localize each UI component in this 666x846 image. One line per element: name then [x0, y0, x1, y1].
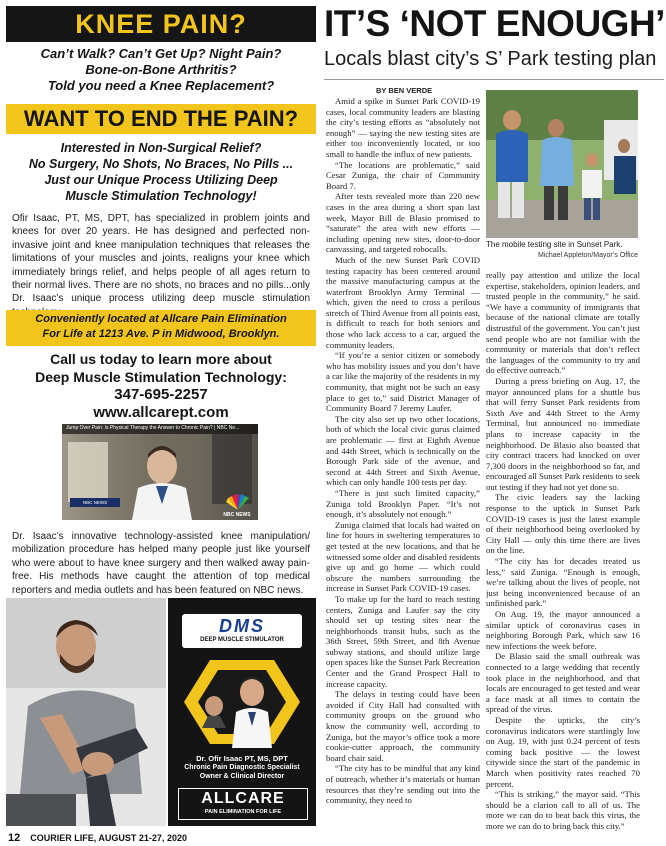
doctor-title: Chronic Pain Diagnostic Specialist	[184, 764, 300, 771]
article-column-1	[326, 96, 480, 830]
article-paragraph: The civic leaders say the lacking response to the uptick in Sunset Park COVID-19 cases is just the latest example of their neighborhood being overlooked by City Hall — only this time there are lives on the line.	[486, 492, 640, 556]
ad-knee-pain-photo	[6, 598, 166, 826]
article-paragraph: “The locations are problematic,” said Cesar Zuniga, the chair of Community Board 7.	[326, 159, 480, 191]
ad-interest-line: No Surgery, No Shots, No Braces, No Pills ...	[28, 157, 294, 171]
article-headline: IT’S ‘NOT ENOUGH’	[324, 3, 665, 44]
ad-header-knee-pain: KNEE PAIN?	[6, 6, 316, 42]
dms-logo-text: DMS	[219, 616, 265, 636]
ad-questions	[6, 46, 316, 94]
ad-phone-number[interactable]: 347-695-2257	[114, 386, 208, 403]
page-number: 12	[8, 832, 21, 844]
ad-allcare-promo-panel	[168, 598, 316, 826]
page-footer	[8, 832, 187, 844]
ad-location-banner	[6, 310, 316, 346]
article-paragraph: “This is striking,” the mayor said. “This should be a clarion call to all of us. The more we can do to beat back this virus, the more we can do to bring back this city.”	[486, 789, 640, 831]
article-byline: BY BEN VERDE	[376, 86, 433, 95]
article-paragraph: On Aug. 19, the mayor announced a similar uptick of coronavirus cases in neighboring Borough Park, which saw 16 new infections the week before.	[486, 609, 640, 651]
article-paragraph: The city also set up two other locations, both of which the local civic gurus claimed are problematic — first at Eighth Avenue and 44th Street, which is technically on the Borough Park side of the avenue, and second at 44th Street and Sixth Avenue, which can only handle 100 tests per day.	[326, 413, 480, 488]
knee-pain-advertisement	[6, 6, 316, 826]
article-paragraph: “The city has to be mindful that any kind of outreach, whether it’s materials or human resources that they’re sending out into the community, they need to	[326, 763, 480, 806]
ad-call-to-action	[6, 350, 316, 422]
ad-call-line: Deep Muscle Stimulation Technology:	[35, 369, 287, 385]
ad-doctor-bio: Ofir Isaac, PT, MS, DPT, has specialized in problem joints and knees for over 20 years. He has designed and perfected non-invasive joint and knee manipulation techniques that releases the limitations of your muscles and joints, realigns your knee which immediately brings relief, and helps people of all ages return to their normal lives. There are no shots, no braces and no pills...only Dr. Isaac’s unique process utilizing deep muscle stimulation	[12, 213, 310, 305]
ad-question-line: Told you need a Knee Replacement?	[47, 78, 275, 93]
ad-header-end-pain: WANT TO END THE PAIN?	[6, 104, 316, 134]
article-paragraph: Amid a spike in Sunset Park COVID-19 cases, local community leaders are blasting the city’s testing efforts as “absolutely not enough” — saying the new testing sites are either too inconveniently located, or too small to handle the influx of new patients.	[326, 96, 480, 159]
headline-divider	[324, 79, 664, 80]
article-paragraph: really pay attention and utilize the local expertise, stakeholders, opinion leaders, and trusted people in the community,” he said. “We have a community of immigrants that because of the national climate are totally distrustful of the government. You can’t just send people who are not familiar with the community or materials that don’t reflect the languages of the community to try and do effective outreach.”	[486, 270, 640, 376]
ad-call-line: Call us today to learn more about	[50, 351, 272, 367]
doctor-title: Owner & Clinical Director	[199, 773, 285, 780]
article-paragraph: After tests revealed more than 220 new cases in the area during a short span last week, Mayor Bill de Blasio promised to “saturate” the area with new efforts — including opening new sites, door-to-door canvassing, and targeted robocalls.	[326, 191, 480, 255]
article-paragraph: “The city has for decades treated us less,” said Zuniga. “Enough is enough, we’re talking about the lives of people, not just being inconvenienced because of an unfinished park.”	[486, 556, 640, 609]
video-nbc-badge: NBC NEWS	[223, 512, 251, 518]
photo-caption: The mobile testing site in Sunset Park.	[486, 240, 623, 249]
article-paragraph: Despite the upticks, the city’s coronavirus indicators were startlingly low on Aug. 19, with just 0.24 percent of tests coming back positive — the lowest citywide since the start of the pandemic in March when positivity rates reached 70 percent.	[486, 714, 640, 789]
allcare-brand: ALLCARE	[201, 790, 285, 807]
doctor-credentials	[172, 754, 312, 781]
ad-video-thumbnail[interactable]	[62, 424, 258, 520]
article-paragraph: Zuniga claimed that locals had waited on line for hours in sweltering temperatures to get tested at the new locations, and that he witnessed some older and disabled residents give up and go home — which could obscure the numbers surrounding the increase in Sunset Park COVID-19 cases.	[326, 519, 480, 594]
article-paragraph: The delays in testing could have been avoided if City Hall had consulted with community groups on the ground who know the community well, according to Zuniga, but the mayor’s office took a more cookie-cutter approach, the community board chair said.	[326, 689, 480, 763]
allcare-logo	[178, 788, 308, 820]
ad-interest-line: Interested in Non-Surgical Relief?	[60, 141, 262, 155]
ad-location-line: For Life at 1213 Ave. P in Midwood, Brooklyn.	[42, 328, 280, 340]
ad-procedure-description: Dr. Isaac’s innovative technology-assisted knee manipulation/ mobilization procedure has helped many people just like yourself who were about to have knee surgery and then walked away pain-free. His methods have caught the attention of top medical reporters and media outlets and has been featured on NBC news.	[12, 531, 310, 596]
article-paragraph: “There is just such limited capacity,” Zuniga told Brooklyn Paper. “It’s not enough, it’s absolutely not enough.”	[326, 487, 480, 520]
article-paragraph: To make up for the hard to reach testing centers, Zuniga and Laufer say the city should set up testing sites near the neighborhoods transit hubs, such as the 36th Street, 59th Street, and 8th Avenue subway stations, and should utilize large open spaces like the Sunset Park Recreation Center and the Grand Prospect Hall to increase capacity.	[326, 593, 480, 689]
doctor-name: Dr. Ofir Isaac PT, MS, DPT	[196, 754, 288, 763]
allcare-tagline: PAIN ELIMINATION FOR LIFE	[204, 809, 282, 815]
article-photo-testing-site	[486, 90, 638, 238]
article-paragraph: De Blasio said the small outbreak was connected to a large wedding that recently took place in the neighborhood, and that locals are encouraged to get tested and wear a face mask at all times to contain the spread of the virus.	[486, 651, 640, 715]
video-lower-third: NBC NEWS	[70, 498, 120, 507]
article-paragraph: Much of the new Sunset Park COVID testing capacity has been centered around the massive manufacturing campus at the waterfront Brooklyn Army Terminal — which, given the need to cross a perilous stretch of Third Avenue from all points east, is difficult to reach for both seniors and those who lack access to a car, argued the community leaders.	[326, 254, 480, 350]
ad-interest-block	[6, 140, 316, 204]
dms-logo-badge	[182, 614, 302, 648]
ad-location-line: Conveniently located at Allcare Pain Elimination	[35, 313, 287, 325]
ad-interest-line: Just our Unique Process Utilizing Deep	[44, 173, 278, 187]
ad-website-link[interactable]: www.allcarept.com	[93, 404, 229, 421]
photo-credit: Michael Appleton/Mayor’s Office	[538, 252, 638, 259]
article-paragraph: “If you’re a senior citizen or somebody who has mobility issues and you don’t have a car like the majority of the residents in my community, that might not be such an easy place to get to,” said District Manager of Community Board 7 Jeremy Laufer.	[326, 350, 480, 414]
video-title: Jump Over Pain: Is Physical Therapy the Answer to Chronic Pain? | NBC Ne...	[66, 425, 240, 431]
doctor-portrait	[182, 656, 302, 748]
ad-question-line: Bone-on-Bone Arthritis?	[85, 62, 237, 77]
article-subheadline: Locals blast city’s S’ Park testing plan	[324, 48, 657, 70]
publication-dateline: COURIER LIFE, AUGUST 21-27, 2020	[30, 833, 187, 843]
article-column-2	[486, 270, 640, 832]
ad-interest-line: Muscle Stimulation Technology!	[65, 189, 257, 203]
ad-question-line: Can’t Walk? Can’t Get Up? Night Pain?	[40, 46, 282, 61]
dms-logo-subtitle: DEEP MUSCLE STIMULATOR	[200, 637, 284, 643]
article-paragraph: During a press briefing on Aug. 17, the mayor announced plans for a shuttle bus that will ferry Sunset Park residents from Sixth Ave and 44th Street to the Army Terminal, but announced no immediate plans to increase capacity in the neighborhood. De Blasio also boasted that city contract tracers had knocked on over 7,300 doors in the neighborhood so far, and encouraged all Sunset Park residents to seek out testing if they had not yet done so.	[486, 375, 640, 492]
